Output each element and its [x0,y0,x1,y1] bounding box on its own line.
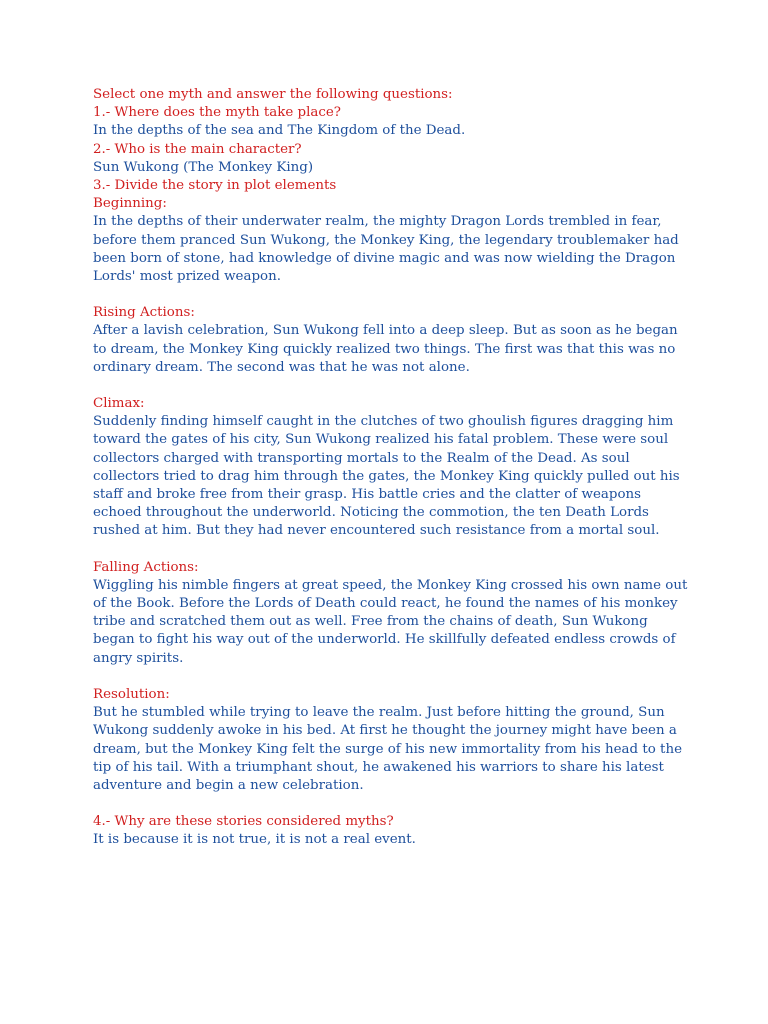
question-4: 4.- Why are these stories considered myths? [93,814,394,830]
answer-2: Sun Wukong (The Monkey King) [93,159,314,175]
question-1: 1.- Where does the myth take place? [93,105,341,121]
answer-4: It is because it is not true, it is not a real event. [93,832,416,848]
question-3: 3.- Divide the story in plot elements [93,178,337,194]
section-text: Suddenly finding himself caught in the clutches of two ghoulish figures dragging him toward the gates of his city, Sun Wukong realized his fatal problem. These were soul collectors charged with transporting mortals to the Realm of the Dead. As soul collectors tried to drag him through the gates, the Monkey King quickly pulled out his staff and broke free from their grasp. His battle cries and the clatter of weapons echoed throughout the underworld. Noticing the commotion, the ten Death Lords rushed at him. But they had never encountered such resistance from a mortal soul. [93,414,680,539]
question-2: 2.- Who is the main character? [93,141,302,157]
document-page [93,86,693,850]
section-climax [93,395,693,541]
section-heading: Beginning: [93,196,167,212]
section-text: But he stumbled while trying to leave the realm. Just before hitting the ground, Sun Wukong suddenly awoke in his bed. At first he thought the journey might have been a dream, but the Monkey King felt the surge of his new immortality from his head to the tip of his tail. With a triumphant shout, he awakened his warriors to share his latest adventure and begin a new celebration. [93,705,682,793]
section-falling-actions [93,559,693,668]
section-text: Wiggling his nimble fingers at great speed, the Monkey King crossed his own name out of the Book. Before the Lords of Death could react, he found the names of his monkey tribe and scratched them out as well. Free from the chains of death, Sun Wukong began to fight his way out of the underworld. He skillfully defeated endless crowds of angry spirits. [93,577,688,666]
section-heading: Falling Actions: [93,559,199,575]
section-rising-actions [93,304,693,377]
intro-instruction: Select one myth and answer the following questions: [93,87,453,102]
section-heading: Climax: [93,396,145,412]
section-text: After a lavish celebration, Sun Wukong fell into a deep sleep. But as soon as he began to dream, the Monkey King quickly realized two things. The first was that this was no ordinary dream. The second was that he was not alone. [93,323,678,375]
section-resolution [93,686,693,795]
answer-1: In the depths of the sea and The Kingdom of the Dead. [93,123,466,139]
section-heading: Rising Actions: [93,305,195,321]
section-text: In the depths of their underwater realm, the mighty Dragon Lords trembled in fear, before them pranced Sun Wukong, the Monkey King, the legendary troublemaker had been born of stone, had knowledge of divine magic and was now wielding the Dragon Lords' most prized weapon. [93,214,679,285]
section-beginning [93,195,693,286]
section-heading: Resolution: [93,686,170,702]
